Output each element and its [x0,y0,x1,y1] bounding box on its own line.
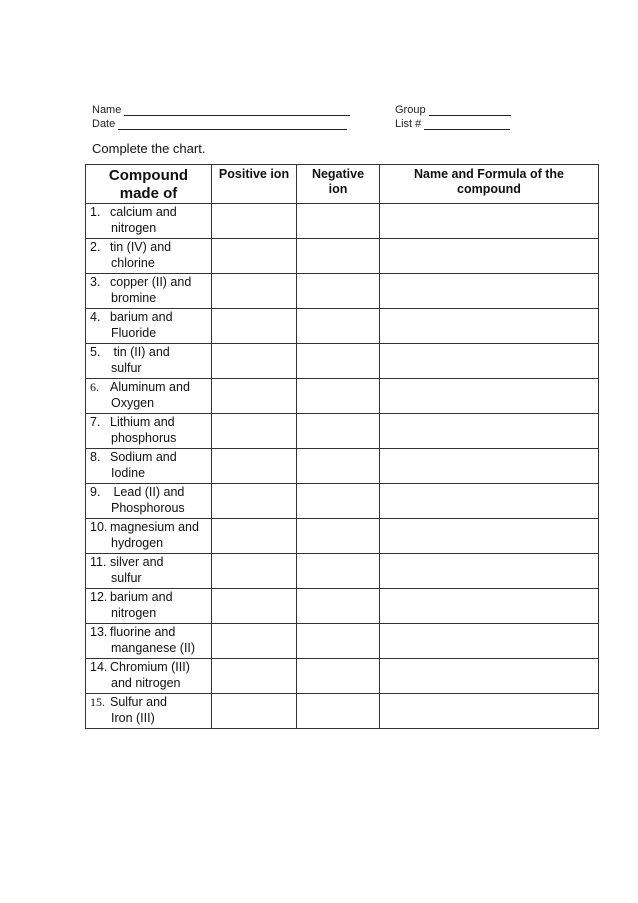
list-label: List # [395,118,422,130]
compound-cell [86,624,212,659]
compound-line-1: Lead (II) and [110,485,185,499]
name-field[interactable] [92,104,350,116]
table-row [86,624,599,659]
compound-line-1: barium and [110,590,173,604]
negative-ion-cell[interactable] [297,204,380,239]
compound-cell [86,309,212,344]
table-row [86,414,599,449]
compound-cell [86,589,212,624]
compound-line-1: magnesium and [110,520,199,534]
name-formula-cell[interactable] [380,694,599,729]
compound-line-2: Phosphorous [111,500,185,515]
item-number: 1. [90,205,101,219]
compound-line-1: silver and [110,555,164,569]
positive-ion-cell[interactable] [212,309,297,344]
positive-ion-cell[interactable] [212,589,297,624]
compound-line-1: Aluminum and [110,380,190,394]
compound-line-1: copper (II) and [110,275,192,289]
compound-line-2: hydrogen [111,535,164,550]
list-blank-line[interactable] [424,119,510,130]
item-number: 7. [90,415,101,429]
group-blank-line[interactable] [429,105,511,116]
name-formula-cell[interactable] [380,239,599,274]
negative-ion-cell[interactable] [297,449,380,484]
compound-line-1: Sodium and [110,450,177,464]
negative-ion-cell[interactable] [297,414,380,449]
col-header-compound: Compound made of [86,165,212,204]
compound-line-2: chlorine [111,255,155,270]
table-row [86,519,599,554]
compound-line-2: phosphorus [111,430,177,445]
compound-cell [86,344,212,379]
positive-ion-cell[interactable] [212,659,297,694]
compound-cell [86,694,212,729]
compound-line-1: Sulfur and [110,695,167,709]
name-formula-cell[interactable] [380,554,599,589]
table-row [86,309,599,344]
negative-ion-cell[interactable] [297,589,380,624]
item-number: 12. [90,590,108,604]
negative-ion-cell[interactable] [297,519,380,554]
negative-ion-cell[interactable] [297,274,380,309]
col-header-name-formula: Name and Formula of the compound [380,165,599,204]
negative-ion-cell[interactable] [297,309,380,344]
table-row [86,484,599,519]
name-formula-cell[interactable] [380,519,599,554]
table-header-row [86,165,599,204]
positive-ion-cell[interactable] [212,554,297,589]
compound-line-1: calcium and [110,205,177,219]
name-formula-cell[interactable] [380,659,599,694]
compound-chart-table [85,164,599,729]
compound-cell [86,239,212,274]
negative-ion-cell[interactable] [297,694,380,729]
item-number: 5. [90,345,101,359]
compound-line-2: nitrogen [111,605,157,620]
name-formula-cell[interactable] [380,484,599,519]
positive-ion-cell[interactable] [212,694,297,729]
compound-line-1: barium and [110,310,173,324]
positive-ion-cell[interactable] [212,239,297,274]
col-header-positive-ion: Positive ion [212,165,297,204]
compound-cell [86,519,212,554]
compound-line-2: Iron (III) [111,710,155,725]
positive-ion-cell[interactable] [212,379,297,414]
positive-ion-cell[interactable] [212,204,297,239]
item-number: 10. [90,520,108,534]
table-row [86,449,599,484]
positive-ion-cell[interactable] [212,344,297,379]
item-number: 2. [90,240,101,254]
compound-cell [86,274,212,309]
name-formula-cell[interactable] [380,379,599,414]
item-number: 9. [90,485,101,499]
item-number: 11. [90,555,107,569]
compound-line-1: tin (II) and [110,345,170,359]
table-row [86,204,599,239]
positive-ion-cell[interactable] [212,624,297,659]
group-field[interactable] [395,104,511,116]
name-formula-cell[interactable] [380,344,599,379]
compound-line-1: Chromium (III) [110,660,190,674]
compound-cell [86,204,212,239]
item-number: 13. [90,625,108,639]
positive-ion-cell[interactable] [212,449,297,484]
table-row [86,554,599,589]
compound-line-1: Lithium and [110,415,175,429]
compound-line-2: sulfur [111,570,142,585]
compound-cell [86,414,212,449]
item-number: 14. [90,660,108,674]
compound-line-2: and nitrogen [111,675,181,690]
negative-ion-cell[interactable] [297,379,380,414]
name-formula-cell[interactable] [380,449,599,484]
compound-cell [86,554,212,589]
name-formula-cell[interactable] [380,624,599,659]
item-number: 6. [90,380,99,394]
compound-line-2: Oxygen [111,395,155,410]
item-number: 4. [90,310,101,324]
date-label: Date [92,118,116,130]
compound-line-2: Iodine [111,465,146,480]
col-header-negative-ion: Negative ion [297,165,380,204]
positive-ion-cell[interactable] [212,274,297,309]
table-row [86,694,599,729]
negative-ion-cell[interactable] [297,344,380,379]
name-formula-cell[interactable] [380,414,599,449]
date-field[interactable] [92,118,347,130]
list-field[interactable] [395,118,510,130]
instructions: Complete the chart. [92,141,206,156]
compound-line-2: bromine [111,290,157,305]
group-label: Group [395,104,426,116]
negative-ion-cell[interactable] [297,624,380,659]
compound-cell [86,449,212,484]
name-formula-cell[interactable] [380,274,599,309]
negative-ion-cell[interactable] [297,484,380,519]
negative-ion-cell[interactable] [297,239,380,274]
item-number: 3. [90,275,101,289]
compound-line-2: sulfur [111,360,142,375]
table-row [86,589,599,624]
name-formula-cell[interactable] [380,309,599,344]
compound-line-1: tin (IV) and [110,240,172,254]
compound-cell [86,379,212,414]
table-row [86,274,599,309]
table-row [86,659,599,694]
date-blank-line[interactable] [118,119,347,130]
compound-cell [86,659,212,694]
item-number: 15. [90,695,105,709]
table-row [86,239,599,274]
name-blank-line[interactable] [124,105,350,116]
compound-line-2: manganese (II) [111,640,196,655]
positive-ion-cell[interactable] [212,484,297,519]
positive-ion-cell[interactable] [212,519,297,554]
name-label: Name [92,104,122,116]
table-row [86,344,599,379]
positive-ion-cell[interactable] [212,414,297,449]
name-formula-cell[interactable] [380,589,599,624]
compound-line-2: Fluoride [111,325,157,340]
name-formula-cell[interactable] [380,204,599,239]
negative-ion-cell[interactable] [297,659,380,694]
item-number: 8. [90,450,101,464]
compound-line-1: fluorine and [110,625,176,639]
negative-ion-cell[interactable] [297,554,380,589]
table-row [86,379,599,414]
compound-cell [86,484,212,519]
compound-line-2: nitrogen [111,220,157,235]
